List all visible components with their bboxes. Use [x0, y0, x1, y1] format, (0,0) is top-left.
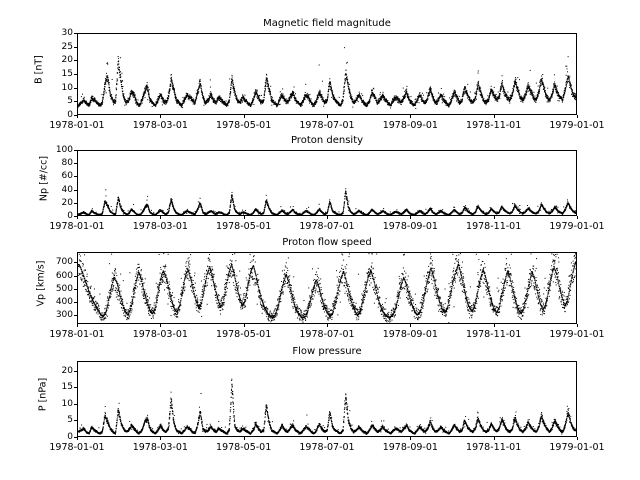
x-tick-label: 1979-01-01 — [549, 329, 605, 340]
y-tick-mark — [74, 60, 77, 61]
y-tick-label: 10 — [61, 398, 73, 409]
x-tick-label: 1978-05-01 — [216, 442, 272, 453]
y-tick-mark — [74, 74, 77, 75]
x-tick-label: 1978-01-01 — [49, 120, 105, 131]
y-tick-mark — [74, 289, 77, 290]
x-tick-mark — [327, 437, 328, 440]
x-tick-label: 1978-09-01 — [382, 329, 438, 340]
ylabel-proton-flow-speed: Vp [km/s] — [35, 260, 47, 307]
y-tick-label: 5 — [67, 415, 73, 426]
x-tick-mark — [494, 437, 495, 440]
y-tick-label: 30 — [61, 28, 73, 38]
x-tick-mark — [160, 115, 161, 118]
x-tick-mark — [410, 115, 411, 118]
y-tick-mark — [74, 371, 77, 372]
x-tick-label: 1978-09-01 — [382, 442, 438, 453]
y-tick-label: 20 — [61, 365, 73, 376]
x-tick-mark — [410, 216, 411, 219]
x-tick-mark — [577, 437, 578, 440]
x-tick-mark — [494, 324, 495, 327]
x-tick-label: 1978-05-01 — [216, 120, 272, 131]
y-tick-label: 20 — [61, 197, 73, 208]
y-tick-label: 15 — [61, 382, 73, 393]
x-tick-mark — [77, 115, 78, 118]
x-tick-mark — [244, 437, 245, 440]
x-tick-mark — [327, 216, 328, 219]
y-tick-mark — [74, 276, 77, 277]
x-tick-mark — [327, 115, 328, 118]
x-tick-mark — [410, 324, 411, 327]
axes-magnetic-field-magnitude — [77, 33, 577, 115]
x-tick-mark — [410, 437, 411, 440]
ylabel-flow-pressure: P [nPa] — [37, 377, 49, 412]
x-tick-label: 1978-01-01 — [49, 329, 105, 340]
ylabel-proton-density: Np [#/cc] — [38, 155, 50, 202]
y-tick-label: 60 — [61, 171, 73, 182]
y-tick-mark — [74, 176, 77, 177]
x-tick-mark — [160, 216, 161, 219]
y-tick-label: 500 — [55, 283, 73, 294]
x-tick-mark — [244, 324, 245, 327]
y-tick-mark — [74, 404, 77, 405]
x-tick-label: 1979-01-01 — [549, 120, 605, 131]
y-tick-mark — [74, 190, 77, 191]
y-tick-mark — [74, 47, 77, 48]
x-tick-mark — [244, 115, 245, 118]
x-tick-label: 1978-11-01 — [466, 329, 522, 340]
y-tick-label: 10 — [61, 82, 73, 93]
y-tick-label: 0 — [67, 110, 73, 120]
y-tick-mark — [74, 262, 77, 263]
plot-area-magnetic-field-magnitude — [78, 34, 577, 115]
y-tick-mark — [74, 150, 77, 151]
x-tick-mark — [494, 115, 495, 118]
plot-area-proton-density — [78, 151, 577, 216]
x-tick-label: 1978-09-01 — [382, 221, 438, 232]
y-tick-mark — [74, 302, 77, 303]
x-tick-label: 1978-07-01 — [299, 329, 355, 340]
y-tick-label: 5 — [67, 96, 73, 107]
axes-proton-density — [77, 150, 577, 216]
x-tick-label: 1978-11-01 — [466, 442, 522, 453]
x-tick-mark — [327, 324, 328, 327]
panel-title-proton-flow-speed: Proton flow speed — [282, 237, 372, 248]
panel-title-proton-density: Proton density — [290, 135, 364, 146]
x-tick-label: 1978-03-01 — [132, 442, 188, 453]
x-tick-mark — [160, 437, 161, 440]
y-tick-label: 700 — [55, 257, 73, 268]
x-tick-label: 1978-07-01 — [299, 120, 355, 131]
x-tick-mark — [577, 115, 578, 118]
axes-proton-flow-speed — [77, 252, 577, 324]
panel-title-flow-pressure: Flow pressure — [292, 346, 362, 357]
y-tick-label: 0 — [67, 211, 73, 221]
x-tick-label: 1978-07-01 — [299, 442, 355, 453]
x-tick-mark — [577, 324, 578, 327]
y-tick-mark — [74, 101, 77, 102]
x-tick-label: 1978-01-01 — [49, 221, 105, 232]
ylabel-magnetic-field-magnitude: B [nT] — [33, 55, 45, 84]
y-tick-label: 0 — [67, 432, 73, 442]
x-tick-label: 1978-05-01 — [216, 221, 272, 232]
y-tick-label: 300 — [55, 309, 73, 320]
y-tick-label: 400 — [55, 296, 73, 307]
y-tick-mark — [74, 88, 77, 89]
y-tick-mark — [74, 163, 77, 164]
y-tick-label: 25 — [61, 41, 73, 52]
x-tick-label: 1978-01-01 — [49, 442, 105, 453]
x-tick-mark — [77, 324, 78, 327]
axes-flow-pressure — [77, 361, 577, 437]
y-tick-mark — [74, 203, 77, 204]
y-tick-label: 80 — [61, 158, 73, 169]
x-tick-mark — [494, 216, 495, 219]
y-tick-mark — [74, 420, 77, 421]
x-tick-label: 1978-03-01 — [132, 221, 188, 232]
x-tick-label: 1978-05-01 — [216, 329, 272, 340]
y-tick-label: 20 — [61, 55, 73, 66]
y-tick-mark — [74, 33, 77, 34]
y-tick-label: 40 — [61, 184, 73, 195]
x-tick-mark — [77, 437, 78, 440]
y-tick-mark — [74, 387, 77, 388]
x-tick-label: 1979-01-01 — [549, 221, 605, 232]
x-tick-mark — [77, 216, 78, 219]
y-tick-label: 15 — [61, 69, 73, 79]
x-tick-label: 1978-03-01 — [132, 120, 188, 131]
x-tick-label: 1978-11-01 — [466, 120, 522, 131]
x-tick-mark — [160, 324, 161, 327]
x-tick-label: 1978-11-01 — [466, 221, 522, 232]
y-tick-label: 100 — [55, 145, 73, 155]
y-tick-mark — [74, 315, 77, 316]
x-tick-label: 1978-09-01 — [382, 120, 438, 131]
x-tick-mark — [244, 216, 245, 219]
x-tick-label: 1979-01-01 — [549, 442, 605, 453]
plot-area-proton-flow-speed — [78, 253, 577, 324]
x-tick-label: 1978-03-01 — [132, 329, 188, 340]
plot-area-flow-pressure — [78, 362, 577, 437]
panel-title-magnetic-field-magnitude: Magnetic field magnitude — [263, 18, 391, 29]
x-tick-label: 1978-07-01 — [299, 221, 355, 232]
x-tick-mark — [577, 216, 578, 219]
y-tick-label: 600 — [55, 270, 73, 281]
